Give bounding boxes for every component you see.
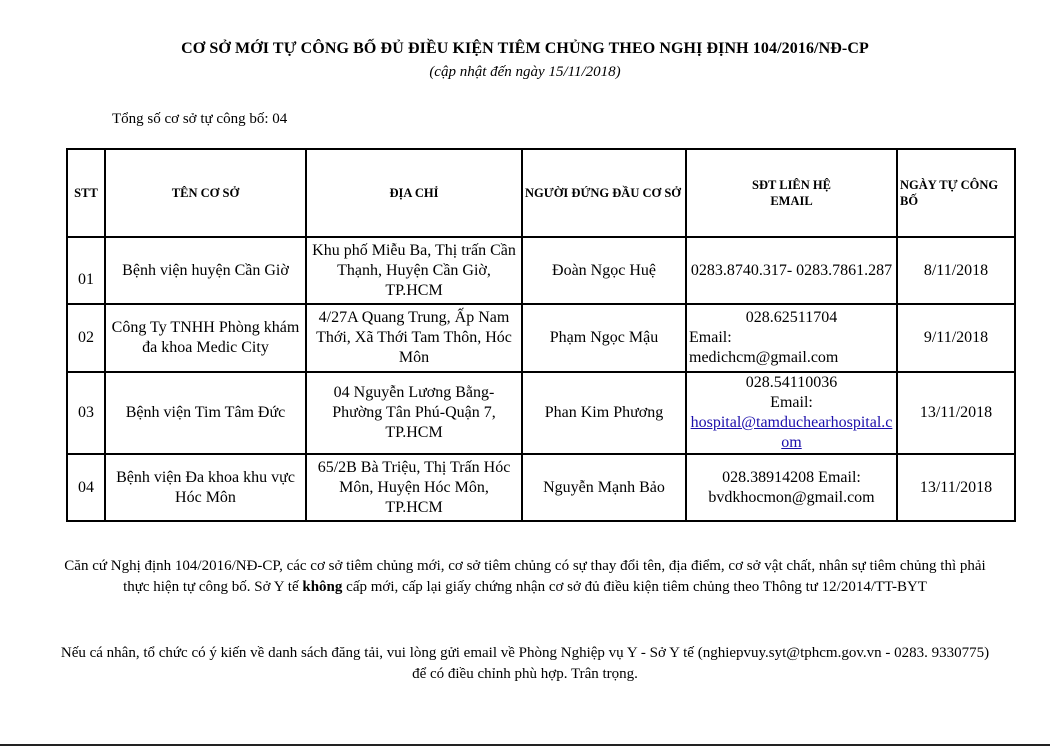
cell-phone: 028.38914208 Email:: [722, 468, 861, 486]
cell-address: 65/2B Bà Triệu, Thị Trấn Hóc Môn, Huyện Hóc Môn, TP.HCM: [306, 454, 522, 521]
cell-name: Bệnh viện Đa khoa khu vực Hóc Môn: [105, 454, 306, 521]
table-row: [67, 237, 1015, 304]
legal-note: [60, 556, 990, 597]
cell-stt: 01: [67, 237, 105, 304]
cell-name: Bệnh viện Tim Tâm Đức: [105, 372, 306, 454]
cell-date: 13/11/2018: [897, 372, 1015, 454]
cell-phone: 0283.8740.317- 0283.7861.287: [690, 261, 893, 279]
cell-head: Phạm Ngọc Mậu: [522, 304, 686, 372]
cell-name: Bệnh viện huyện Cần Giờ: [105, 237, 306, 304]
header-contact: [686, 149, 897, 237]
legal-note-emphasis: không: [302, 578, 343, 595]
cell-stt: 03: [67, 372, 105, 454]
table-row: [67, 304, 1015, 372]
page-bottom-divider: [0, 744, 1050, 746]
total-count: Tổng số cơ sở tự công bố: 04: [112, 111, 288, 127]
cell-head: Phan Kim Phương: [522, 372, 686, 454]
cell-email-link[interactable]: hospital@tamduchearhospital.com: [690, 414, 893, 451]
header-address: ĐỊA CHỈ: [306, 149, 522, 237]
cell-stt: 02: [67, 304, 105, 372]
cell-phone: 028.62511704: [745, 309, 838, 326]
cell-address: Khu phố Miễu Ba, Thị trấn Cần Thạnh, Huyện Cần Giờ, TP.HCM: [306, 237, 522, 304]
cell-contact: [686, 372, 897, 454]
cell-name: Công Ty TNHH Phòng khám đa khoa Medic City: [105, 304, 306, 372]
header-contact-email: EMAIL: [770, 194, 813, 208]
table-row: [67, 454, 1015, 521]
cell-address: 4/27A Quang Trung, Ấp Nam Thới, Xã Thới Tam Thôn, Hóc Môn: [306, 304, 522, 372]
cell-address: 04 Nguyễn Lương Bằng-Phường Tân Phú-Quận 7, TP.HCM: [306, 372, 522, 454]
cell-head: Nguyễn Mạnh Bảo: [522, 454, 686, 521]
table-header-row: [67, 149, 1015, 237]
feedback-note: Nếu cá nhân, tổ chức có ý kiến về danh sách đăng tải, vui lòng gửi email về Phòng Nghiệp vụ Y - Sở Y tế (nghiepvuy.syt@tphcm.gov.vn - 0283. 9330775) để có điều chỉnh phù hợp. Trân trọng.: [60, 645, 990, 682]
cell-date: 9/11/2018: [897, 304, 1015, 372]
document-title: CƠ SỞ MỚI TỰ CÔNG BỐ ĐỦ ĐIỀU KIỆN TIÊM CHỦNG THEO NGHỊ ĐỊNH 104/2016/NĐ-CP: [181, 40, 869, 57]
cell-email-label: Email:: [770, 394, 813, 411]
cell-email: bvdkhocmon@gmail.com: [708, 488, 875, 506]
cell-stt: 04: [67, 454, 105, 521]
cell-contact: [686, 237, 897, 304]
header-stt: STT: [67, 149, 105, 237]
cell-email-label: Email:: [689, 329, 732, 346]
cell-contact: [686, 304, 897, 372]
header-head: NGƯỜI ĐỨNG ĐẦU CƠ SỞ: [522, 149, 686, 237]
cell-head: Đoàn Ngọc Huệ: [522, 237, 686, 304]
legal-note-text: Căn cứ Nghị định 104/2016/NĐ-CP, các cơ sở tiêm chủng mới, cơ sở tiêm chủng có sự thay đổi tên, địa điểm, cơ sở vật chất, nhân sự tiêm chủng thì phải thực hiện tự công bố. Sở Y tế: [64, 558, 986, 595]
document-subtitle: (cập nhật đến ngày 15/11/2018): [429, 64, 621, 80]
cell-date: 8/11/2018: [897, 237, 1015, 304]
facilities-table: [66, 148, 1016, 522]
cell-date: 13/11/2018: [897, 454, 1015, 521]
cell-email: medichcm@gmail.com: [689, 349, 839, 366]
header-date: NGÀY TỰ CÔNG BỐ: [897, 149, 1015, 237]
header-contact-phone: SĐT LIÊN HỆ: [752, 178, 831, 192]
cell-phone: 028.54110036: [745, 374, 838, 391]
legal-note-text-end: cấp mới, cấp lại giấy chứng nhận cơ sở đủ điều kiện tiêm chủng theo Thông tư 12/2014/TT-BYT: [342, 578, 927, 595]
table-row: [67, 372, 1015, 454]
header-name: TÊN CƠ SỞ: [105, 149, 306, 237]
cell-contact: [686, 454, 897, 521]
